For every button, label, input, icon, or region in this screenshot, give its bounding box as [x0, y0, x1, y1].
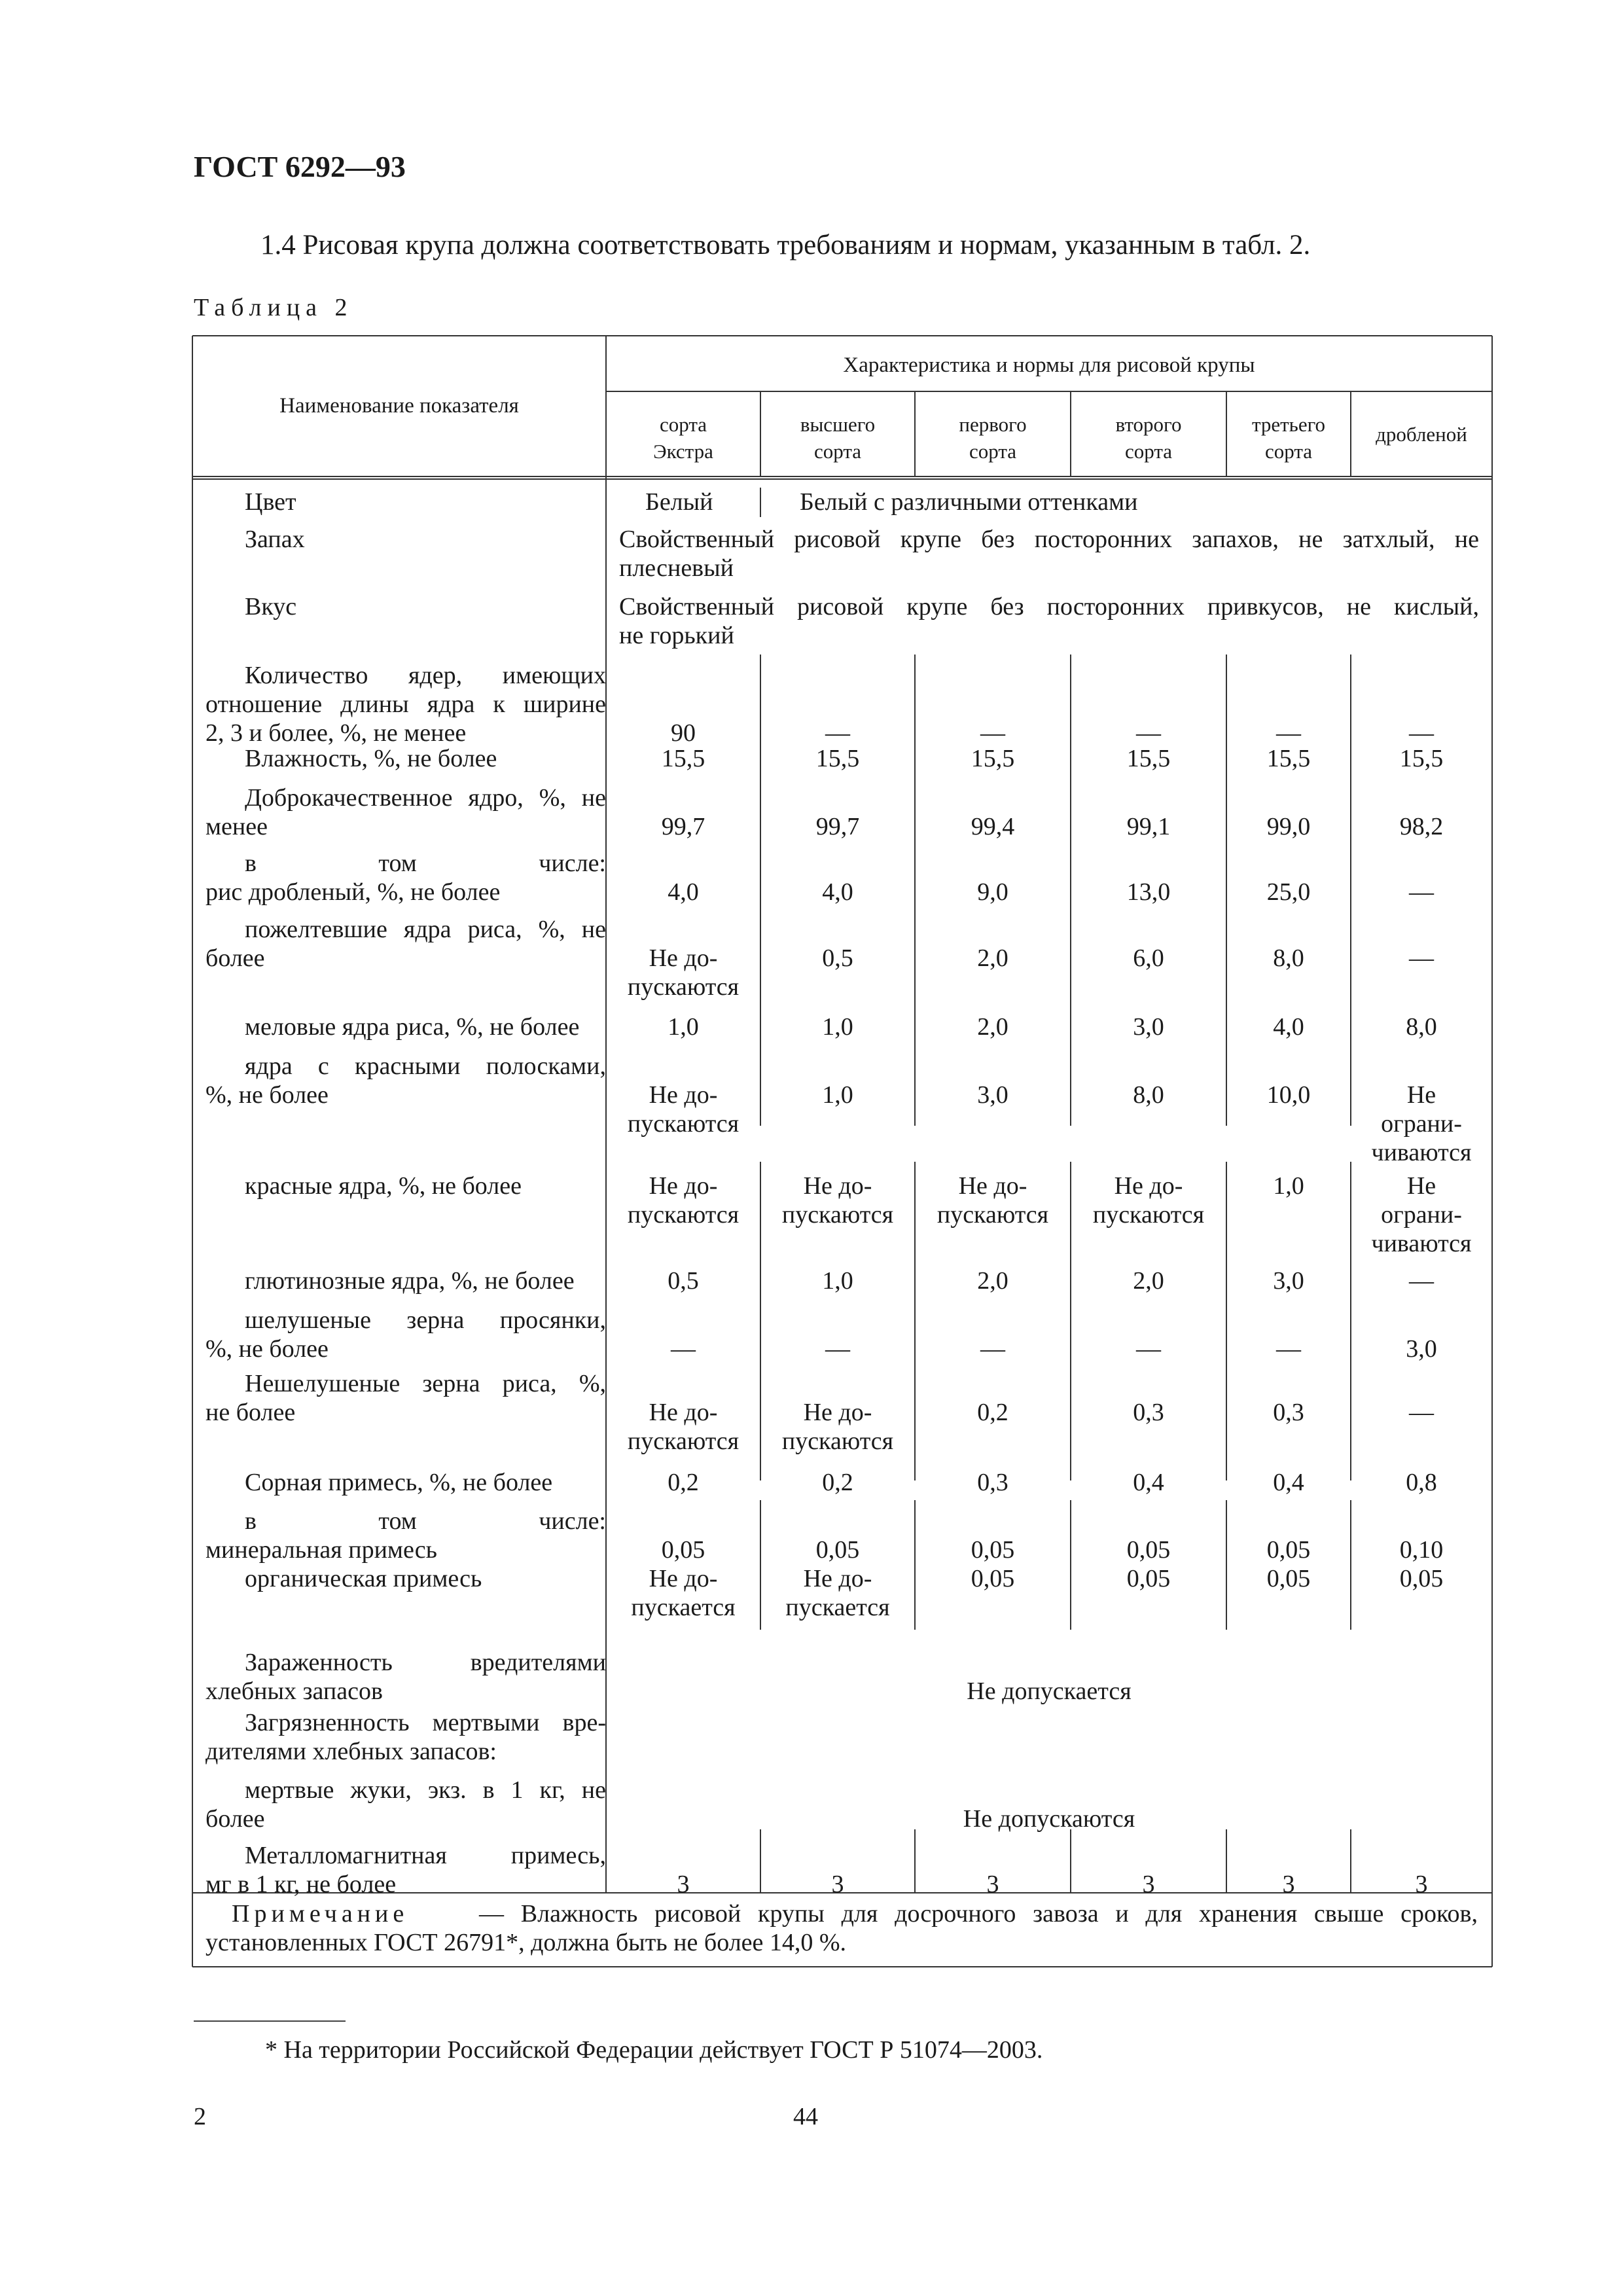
indicator-name: органическая примесь — [245, 1565, 482, 1592]
indicator-name: минеральная примесь — [205, 1536, 437, 1564]
value-cell: 0,3 — [1133, 1399, 1164, 1426]
value-cell: Не до- пускаются — [627, 944, 740, 1001]
header-grade-0: сорта — [659, 413, 707, 436]
value-cell: 2,0 — [977, 1013, 1008, 1041]
value-cell: — — [1409, 878, 1434, 906]
value-cell: 0,05 — [661, 1536, 705, 1564]
header-grade-4: сорта — [1264, 440, 1313, 463]
full-width-text: Свойственный рисовой крупе без посторонних запахов, не затхлый, не — [619, 526, 1479, 553]
indicator-name: шелушеные зерна просянки, — [245, 1306, 606, 1334]
value-cell: 3 — [677, 1871, 690, 1898]
indicator-name: ядра с красными полосками, — [245, 1052, 606, 1080]
value-cell: 98,2 — [1399, 813, 1444, 840]
value-cell: 99,4 — [971, 813, 1015, 840]
value-cell: 0,8 — [1406, 1469, 1437, 1496]
value-cell: 9,0 — [977, 878, 1008, 906]
value-cell: 0,05 — [1266, 1565, 1311, 1592]
value-cell: 15,5 — [815, 745, 860, 772]
indicator-name: %, не более — [205, 1081, 329, 1109]
value-cell: 90 — [671, 719, 696, 747]
value-cell: 0,3 — [977, 1469, 1008, 1496]
value-cell: 1,0 — [822, 1013, 853, 1041]
table-label: Таблица 2 — [194, 294, 353, 321]
value-cell: 0,05 — [815, 1536, 860, 1564]
header-group-title: Характеристика и нормы для рисовой крупы — [843, 353, 1255, 377]
indicator-name: Запах — [245, 526, 305, 553]
value-cell: 3 — [1282, 1871, 1295, 1898]
value-cell: 15,5 — [1126, 745, 1171, 772]
header-grade-3: второго — [1115, 413, 1182, 436]
value-cell: Не до- пускается — [785, 1565, 890, 1621]
value-cell: Не до- пускаются — [627, 1172, 740, 1229]
value-cell: 99,7 — [815, 813, 860, 840]
value-cell: 3,0 — [977, 1081, 1008, 1109]
value-cell: 0,4 — [1273, 1469, 1304, 1496]
value-cell: 3,0 — [1406, 1335, 1437, 1363]
value-cell: — — [1409, 944, 1434, 972]
value-cell: — — [825, 1335, 850, 1363]
value-cell: 1,0 — [822, 1081, 853, 1109]
value-cell: 0,3 — [1273, 1399, 1304, 1426]
indicator-name: менее — [205, 813, 268, 840]
indicator-name: %, не более — [205, 1335, 329, 1363]
value-cell: 0,2 — [977, 1399, 1008, 1426]
header-grade-4: третьего — [1251, 413, 1326, 436]
indicator-name: рис дробленый, %, не более — [205, 878, 501, 906]
value-cell: — — [1136, 1335, 1161, 1363]
value-cell: — — [825, 719, 850, 747]
value-cell: 2,0 — [1133, 1267, 1164, 1295]
header-grade-1: высшего — [800, 413, 876, 436]
value-cell: — — [1136, 719, 1161, 747]
document-code: ГОСТ 6292—93 — [194, 150, 406, 183]
value-cell: 4,0 — [822, 878, 853, 906]
indicator-name: дителями хлебных запасов: — [205, 1738, 497, 1765]
note-text: установленных ГОСТ 26791*, должна быть не более 14,0 %. — [205, 1929, 847, 1956]
header-grade-5: дробленой — [1376, 423, 1467, 446]
span-text: Белый с различными оттенками — [800, 488, 1138, 516]
indicator-name: пожелтевшие ядра риса, %, не — [245, 916, 606, 943]
indicator-name: хлебных запасов — [205, 1677, 383, 1705]
value-cell: Не до- пускается — [631, 1565, 736, 1621]
value-cell: 0,05 — [1126, 1536, 1171, 1564]
value-cell: 0,2 — [668, 1469, 699, 1496]
value-cell: 3 — [986, 1871, 999, 1898]
value-cell: 1,0 — [822, 1267, 853, 1295]
value-cell: 0,05 — [1399, 1565, 1444, 1592]
value-cell: 3 — [1415, 1871, 1428, 1898]
indicator-name: Доброкачественное ядро, %, не — [245, 784, 606, 812]
indicator-name: более — [205, 1805, 265, 1833]
value-cell: 4,0 — [1273, 1013, 1304, 1041]
indicator-name: отношение длины ядра к ширине — [205, 691, 606, 718]
value-cell: Не до- пускаются — [781, 1172, 894, 1229]
footnote: * На территории Российской Федерации действует ГОСТ Р 51074—2003. — [265, 2036, 1043, 2064]
value-cell: — — [1276, 719, 1301, 747]
header-grade-1: сорта — [813, 440, 862, 463]
full-width-text: не горький — [619, 622, 734, 649]
value-cell: 1,0 — [668, 1013, 699, 1041]
indicator-name: мертвые жуки, экз. в 1 кг, не — [245, 1776, 606, 1804]
value-cell: Не до- пускаются — [627, 1081, 740, 1138]
value-cell: 3,0 — [1273, 1267, 1304, 1295]
note-label: Примечание — [232, 1900, 409, 1928]
value-cell: — — [1409, 719, 1434, 747]
header-grade-3: сорта — [1124, 440, 1173, 463]
span-text: Не допускается — [967, 1677, 1132, 1705]
value-cell: Не до- пускаются — [627, 1399, 740, 1455]
indicator-name: Зараженность вредителями — [245, 1649, 606, 1676]
indicator-name: меловые ядра риса, %, не более — [245, 1013, 580, 1041]
indicator-name: Количество ядер, имеющих — [245, 662, 606, 689]
indicator-name: Металломагнитная примесь, — [245, 1842, 606, 1869]
value-cell: Не ограни- чиваются — [1371, 1172, 1472, 1257]
indicator-name: красные ядра, %, не более — [245, 1172, 522, 1200]
value-cell: 3,0 — [1133, 1013, 1164, 1041]
value-cell: 0,5 — [822, 944, 853, 972]
value-cell: 0,05 — [971, 1536, 1015, 1564]
footnote-rule — [194, 2020, 346, 2022]
value-cell: 15,5 — [1266, 745, 1311, 772]
indicator-name: Цвет — [245, 488, 296, 516]
indicator-name: более — [205, 944, 265, 972]
value-cell: 3 — [1142, 1871, 1155, 1898]
intro-paragraph: 1.4 Рисовая крупа должна соответствовать требованиям и нормам, указанным в табл. 2. — [260, 230, 1311, 260]
header-grade-2: сорта — [969, 440, 1017, 463]
page-number-left: 2 — [194, 2103, 206, 2130]
value-cell: Не ограни- чиваются — [1371, 1081, 1472, 1166]
indicator-name: Вкус — [245, 593, 297, 620]
note-text: — Влажность рисовой крупы для досрочного завоза и для хранения свыше сроков, — [479, 1900, 1478, 1928]
indicator-name: мг в 1 кг, не более — [205, 1871, 397, 1898]
indicator-name: Загрязненность мертвыми вре- — [245, 1709, 606, 1736]
value-cell: — — [1409, 1399, 1434, 1426]
value-cell: — — [1276, 1335, 1301, 1363]
value-cell: Не до- пускаются — [781, 1399, 894, 1455]
value-cell: 2,0 — [977, 1267, 1008, 1295]
indicator-name: глютинозные ядра, %, не более — [245, 1267, 575, 1295]
value-cell: 4,0 — [668, 878, 699, 906]
value-cell: 8,0 — [1406, 1013, 1437, 1041]
value-cell: Белый — [645, 488, 713, 516]
value-cell: Не до- пускаются — [936, 1172, 1049, 1229]
value-cell: — — [1409, 1267, 1434, 1295]
value-cell: 0,2 — [822, 1469, 853, 1496]
value-cell: 13,0 — [1126, 878, 1171, 906]
value-cell: 0,05 — [1126, 1565, 1171, 1592]
indicator-name: 2, 3 и более, %, не менее — [205, 719, 467, 747]
value-cell: 8,0 — [1133, 1081, 1164, 1109]
indicator-name: Сорная примесь, %, не более — [245, 1469, 553, 1496]
value-cell: 25,0 — [1266, 878, 1311, 906]
header-indicator-name: Наименование показателя — [279, 394, 519, 418]
value-cell: 99,0 — [1266, 813, 1311, 840]
indicator-name: в том числе: — [245, 1507, 606, 1535]
value-cell: 6,0 — [1133, 944, 1164, 972]
value-cell: 0,05 — [971, 1565, 1015, 1592]
value-cell: 3 — [831, 1871, 844, 1898]
value-cell: — — [671, 1335, 696, 1363]
value-cell: Не до- пускаются — [1092, 1172, 1205, 1229]
value-cell: 15,5 — [971, 745, 1015, 772]
value-cell: 99,1 — [1126, 813, 1171, 840]
value-cell: 8,0 — [1273, 944, 1304, 972]
value-cell: 1,0 — [1273, 1172, 1304, 1200]
full-width-text: Свойственный рисовой крупе без посторонних привкусов, не кислый, — [619, 593, 1479, 620]
value-cell: 0,5 — [668, 1267, 699, 1295]
value-cell: 0,05 — [1266, 1536, 1311, 1564]
indicator-name: не более — [205, 1399, 296, 1426]
indicator-name: Нешелушеные зерна риса, %, — [245, 1370, 606, 1397]
span-text: Не допускаются — [963, 1805, 1135, 1833]
value-cell: 2,0 — [977, 944, 1008, 972]
indicator-name: Влажность, %, не более — [245, 745, 497, 772]
value-cell: — — [980, 719, 1005, 747]
value-cell: 15,5 — [661, 745, 705, 772]
value-cell: 0,10 — [1399, 1536, 1444, 1564]
value-cell: 0,4 — [1133, 1469, 1164, 1496]
full-width-text: плесневый — [619, 554, 734, 582]
indicator-name: в том числе: — [245, 850, 606, 877]
page-number-center: 44 — [793, 2103, 818, 2130]
value-cell: — — [980, 1335, 1005, 1363]
value-cell: 99,7 — [661, 813, 705, 840]
value-cell: 10,0 — [1266, 1081, 1311, 1109]
value-cell: 15,5 — [1399, 745, 1444, 772]
header-grade-0: Экстра — [653, 440, 713, 463]
header-grade-2: первого — [959, 413, 1027, 436]
